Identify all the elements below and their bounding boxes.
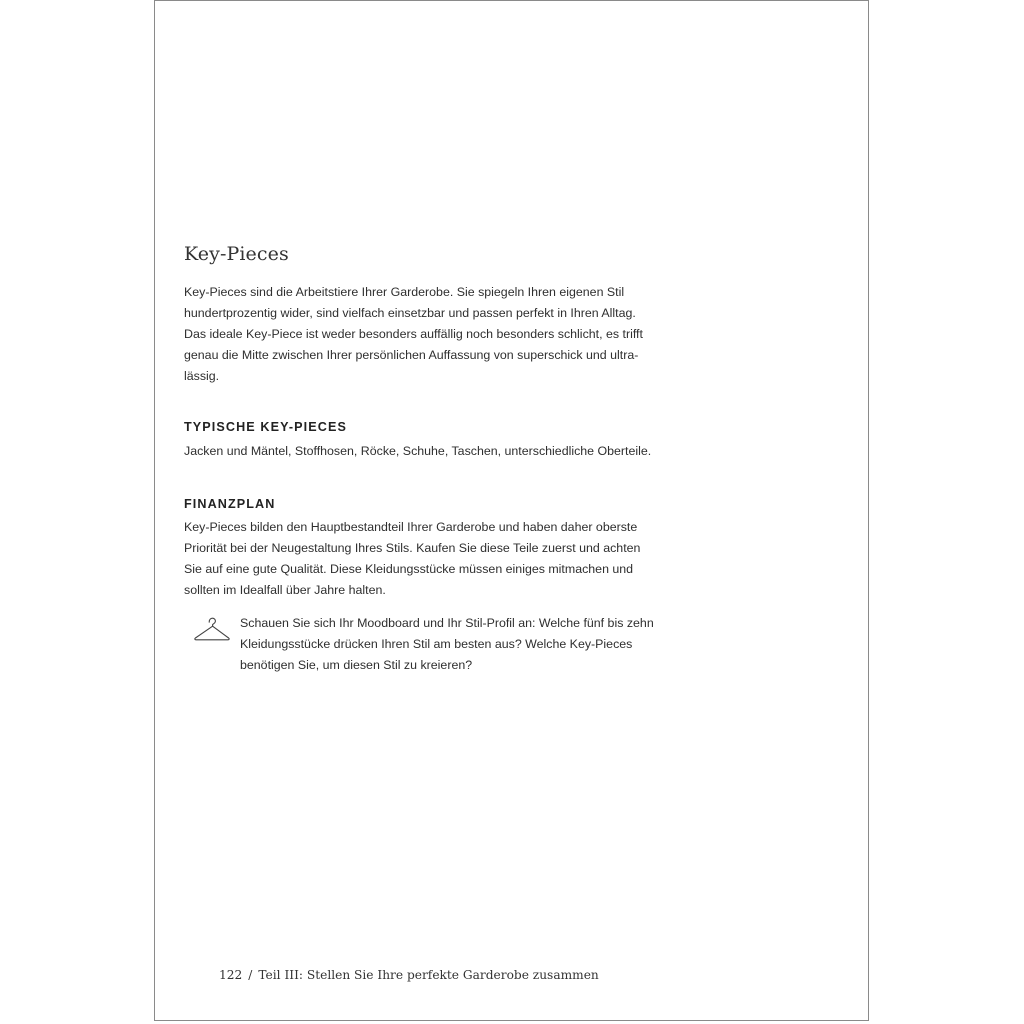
page-number: 122 bbox=[219, 968, 243, 982]
page-footer bbox=[219, 968, 599, 982]
footer-separator: / bbox=[248, 968, 253, 982]
typische-key-pieces-heading: TYPISCHE KEY-PIECES bbox=[184, 420, 347, 434]
section-title: Key-Pieces bbox=[184, 243, 289, 265]
chapter-title: Teil III: Stellen Sie Ihre perfekte Garderobe zusammen bbox=[258, 968, 599, 982]
intro-paragraph: Key-Pieces sind die Arbeitstiere Ihrer Garderobe. Sie spiegeln Ihren eigenen Stil hundertprozentig wider, sind vielfach einsetzbar und passen perfekt in Ihren Alltag. Das ideale Key-Piece ist weder besonders auffällig noch besonders schlicht, es trifft genau die Mitte zwischen Ihrer persönlichen Auffassung von superschick und ultra-lässig. bbox=[184, 285, 643, 383]
finanzplan-text: Key-Pieces bilden den Hauptbestandteil Ihrer Garderobe und haben daher oberste Priorität bei der Neugestaltung Ihres Stils. Kaufen Sie diese Teile zuerst und achten Sie auf eine gute Qualität. Diese Kleidungsstücke müssen einiges mitmachen und sollten im Idealfall über Jahre halten. bbox=[184, 520, 641, 597]
hanger-icon bbox=[193, 616, 231, 644]
page-content bbox=[184, 240, 654, 676]
typische-key-pieces-text: Jacken und Mäntel, Stoffhosen, Röcke, Schuhe, Taschen, unterschiedliche Oberteile. bbox=[184, 444, 652, 458]
tip-text: Schauen Sie sich Ihr Moodboard und Ihr Stil-Profil an: Welche fünf bis zehn Kleidungsstücke drücken Ihren Stil am besten aus? Welche Key-Pieces benötigen Sie, um diesen Stil zu kreieren? bbox=[240, 616, 654, 672]
tip-box bbox=[184, 613, 654, 676]
finanzplan-heading: FINANZPLAN bbox=[184, 497, 276, 511]
